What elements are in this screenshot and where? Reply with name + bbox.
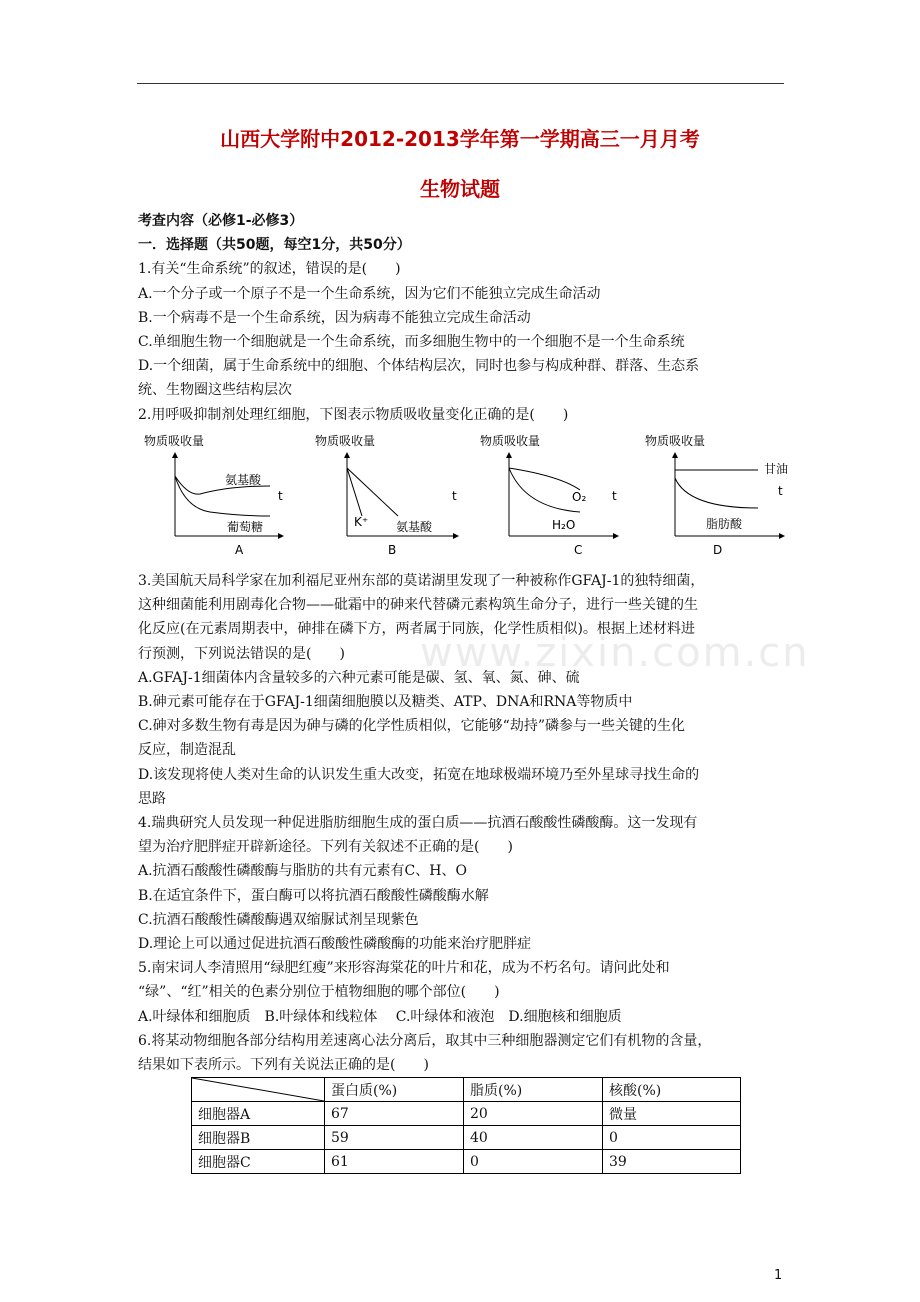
q6-text-1: 6.将某动物细胞各部分结构用差速离心法分离后，取其中三种细胞器测定它们有机物的含量， <box>138 1032 712 1049</box>
table-cell: 细胞器B <box>192 1126 325 1150</box>
table-header-cell: 脂质(%) <box>464 1078 603 1102</box>
page-number: 1 <box>774 1268 783 1283</box>
graph-a-ylabel: 物质吸收量 <box>144 434 205 448</box>
graph-c-letter: C <box>574 543 583 557</box>
graph-d-ylabel: 物质吸收量 <box>645 434 706 448</box>
q4-option-a: A.抗酒石酸酸性磷酸酶与脂肪的共有元素有C、H、O <box>138 863 467 880</box>
graph-c-ylabel: 物质吸收量 <box>480 434 541 448</box>
q2-graphs <box>140 428 790 566</box>
graph-d <box>645 433 788 557</box>
graph-c-label-1: O₂ <box>572 490 587 504</box>
graph-a-xlabel: t <box>278 489 283 503</box>
graph-b-ylabel: 物质吸收量 <box>315 434 376 448</box>
graph-b-label-1: K⁺ <box>354 515 369 529</box>
graph-d-xlabel: t <box>778 484 783 498</box>
document-subtitle: 生物试题 <box>420 177 500 201</box>
table-cell: 40 <box>464 1126 603 1150</box>
q3-text-1: 3.美国航天局科学家在加利福尼亚州东部的莫诺湖里发现了一种被称作GFAJ-1的独特细菌， <box>138 573 705 589</box>
table-cell: 微量 <box>603 1102 741 1126</box>
table-header-cell: 蛋白质(%) <box>325 1078 464 1102</box>
q1-stem: 1.有关“生命系统”的叙述，错误的是( ) <box>138 261 401 278</box>
q1-option-d-cont: 统、生物圈这些结构层次 <box>138 382 292 399</box>
q5-text-2: “绿”、“红”相关的色素分别位于植物细胞的哪个部位( ) <box>138 984 500 1001</box>
q3-option-c-cont: 反应，制造混乱 <box>138 742 236 759</box>
diagonal-line <box>192 1078 324 1101</box>
graph-d-letter: D <box>713 543 723 557</box>
questions-part1 <box>138 209 786 427</box>
table-cell: 0 <box>603 1126 741 1150</box>
graph-c-curve-2 <box>509 468 580 512</box>
table-header-cell: 核酸(%) <box>603 1078 741 1102</box>
table-cell: 0 <box>464 1150 603 1174</box>
header-rule <box>137 83 784 84</box>
q3-option-c: C.砷对多数生物有毒是因为砷与磷的化学性质相似，它能够“劫持”磷参与一些关键的生化 <box>138 718 685 735</box>
graph-d-curve-2 <box>675 478 758 508</box>
graph-d-label-2: 脂肪酸 <box>706 517 743 531</box>
graph-b-xlabel: t <box>452 489 457 503</box>
graph-c <box>480 433 618 557</box>
q1-option-b: B.一个病毒不是一个生命系统，因为病毒不能独立完成生命活动 <box>138 309 531 326</box>
q6-text-2: 结果如下表所示。下列有关说法正确的是( ) <box>138 1057 429 1074</box>
graph-a-letter: A <box>235 543 244 557</box>
table-corner-cell <box>192 1078 325 1102</box>
graph-a-label-1: 氨基酸 <box>225 473 262 487</box>
document-title: 山西大学附中2012-2013学年第一学期高三一月月考 <box>220 127 700 151</box>
q4-text-2: 望为治疗肥胖症开辟新途径。下列有关叙述不正确的是( ) <box>138 839 513 856</box>
table-row <box>192 1102 741 1126</box>
exam-scope: 考查内容（必修1-必修3） <box>138 213 304 229</box>
graph-d-label-1: 甘油 <box>764 462 789 476</box>
q1-option-c: C.单细胞生物一个细胞就是一个生命系统，而多细胞生物中的一个细胞不是一个生命系统 <box>138 334 685 351</box>
q6-table <box>191 1077 741 1174</box>
questions-part2 <box>138 569 786 1077</box>
table-cell: 细胞器A <box>192 1102 325 1126</box>
q4-option-c: C.抗酒石酸酸性磷酸酶遇双缩脲试剂呈现紫色 <box>138 911 419 928</box>
table-cell: 59 <box>325 1126 464 1150</box>
q3-option-b: B.砷元素可能存在于GFAJ-1细菌细胞膜以及糖类、ATP、DNA和RNA等物质中 <box>138 694 633 711</box>
graph-b <box>315 433 458 557</box>
q5-text-1: 5.南宋词人李清照用“绿肥红瘦”来形容海棠花的叶片和花，成为不朽名句。请问此处和 <box>138 960 670 977</box>
q1-option-d: D.一个细菌，属于生命系统中的细胞、个体结构层次，同时也参与构成种群、群落、生态系 <box>138 358 700 375</box>
table-row <box>192 1150 741 1174</box>
table-cell: 细胞器C <box>192 1150 325 1174</box>
q3-text-4: 行预测，下列说法错误的是( ) <box>138 645 345 662</box>
table-cell: 39 <box>603 1150 741 1174</box>
graph-a-label-2: 葡萄糖 <box>227 520 264 534</box>
q1-option-a: A.一个分子或一个原子不是一个生命系统，因为它们不能独立完成生命活动 <box>138 285 601 302</box>
graph-b-letter: B <box>388 543 397 557</box>
q4-text-1: 4.瑞典研究人员发现一种促进脂肪细胞生成的蛋白质——抗酒石酸酸性磷酸酶。这一发现有 <box>138 815 698 832</box>
q3-text-3: 化反应(在元素周期表中，砷排在磷下方，两者属于同族，化学性质相似)。根据上述材料进 <box>138 621 695 638</box>
q5-options: A.叶绿体和细胞质 B.叶绿体和线粒体 C.叶绿体和液泡 D.细胞核和细胞质 <box>138 1008 622 1025</box>
table-cell: 61 <box>325 1150 464 1174</box>
table-row <box>192 1126 741 1150</box>
graph-c-xlabel: t <box>612 489 617 503</box>
q3-option-a: A.GFAJ-1细菌体内含量较多的六种元素可能是碳、氢、氧、氮、砷、硫 <box>138 669 580 686</box>
table-cell: 20 <box>464 1102 603 1126</box>
watermark: www.zixin.com.cn <box>420 630 810 676</box>
q4-option-d: D.理论上可以通过促进抗酒石酸酸性磷酸酶的功能来治疗肥胖症 <box>138 936 532 953</box>
q2-stem: 2.用呼吸抑制剂处理红细胞，下图表示物质吸收量变化正确的是( ) <box>138 406 569 423</box>
graph-a <box>144 433 283 557</box>
q3-option-d-cont: 思路 <box>138 790 166 807</box>
q4-option-b: B.在适宜条件下，蛋白酶可以将抗酒石酸酸性磷酸酶水解 <box>138 887 489 904</box>
table-cell: 67 <box>325 1102 464 1126</box>
graph-b-label-2: 氨基酸 <box>396 520 433 534</box>
q3-text-2: 这种细菌能利用剧毒化合物——砒霜中的砷来代替磷元素构筑生命分子，进行一些关键的生 <box>138 597 698 614</box>
graph-c-label-2: H₂O <box>552 518 576 532</box>
q3-option-d: D.该发现将使人类对生命的认识发生重大改变，拓宽在地球极端环境乃至外星球寻找生命的 <box>138 766 700 783</box>
section-heading: 一．选择题（共50题，每空1分，共50分） <box>138 237 411 254</box>
table-header-row <box>192 1078 741 1102</box>
